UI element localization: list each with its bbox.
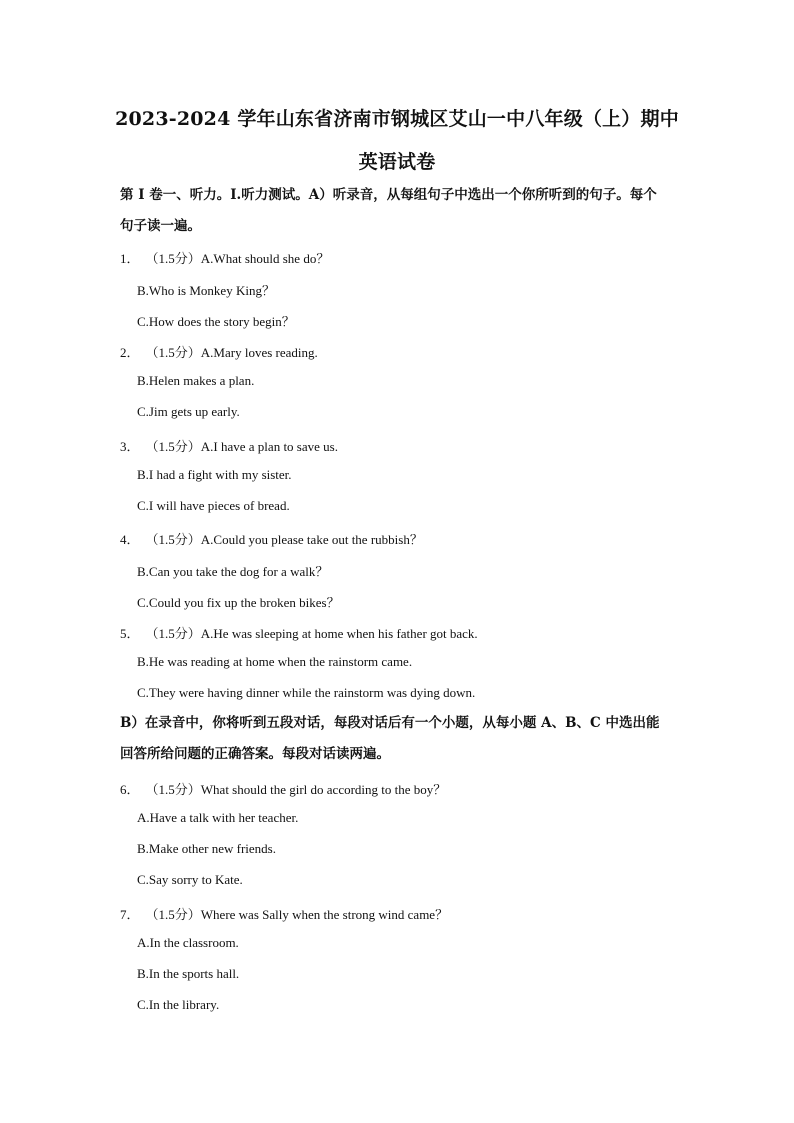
question-score: （1.5分） [145,251,201,266]
question-2-option-b: B.Helen makes a plan. [137,373,255,388]
question-4 [120,529,423,548]
question-number: 5． [120,626,140,641]
question-3-option-b: B.I had a fight with my sister. [137,467,292,482]
section-a-line-2: 句子读一遍。 [120,218,201,234]
question-score: （1.5分） [145,782,201,797]
question-1 [120,248,329,267]
question-5-option-c: C.They were having dinner while the rainstorm was dying down. [137,685,476,700]
section-b-instructions [120,708,680,770]
question-2-option-c: C.Jim gets up early. [137,404,240,419]
question-stem: A.He was sleeping at home when his father got back. [200,626,478,641]
question-stem: Where was Sally when the strong wind came？ [200,907,449,922]
question-1-option-b: B.Who is Monkey King？ [137,283,275,298]
section-a-line-1: 第 I 卷一、听力。I.听力测试。A）听录音，从每组句子中选出一个你所听到的句子。每个 [120,187,657,203]
question-6-option-a: A.Have a talk with her teacher. [137,810,299,825]
question-4-option-c: C.Could you fix up the broken bikes？ [137,595,340,610]
question-score: （1.5分） [145,626,201,641]
question-2 [120,342,318,361]
question-number: 1． [120,251,140,266]
question-number: 4． [120,532,140,547]
question-3 [120,436,338,455]
question-6-option-b: B.Make other new friends. [137,841,276,856]
question-number: 2． [120,345,140,360]
question-score: （1.5分） [145,532,201,547]
question-1-option-c: C.How does the story begin？ [137,314,295,329]
section-b-line-2: 回答所给问题的正确答案。每段对话读两遍。 [120,746,390,762]
question-number: 7． [120,907,140,922]
question-6-option-c: C.Say sorry to Kate. [137,872,243,887]
question-stem: A.Could you please take out the rubbish？ [200,532,423,547]
section-b-line-1: B）在录音中，你将听到五段对话，每段对话后有一个小题，从每小题 A、B、C 中选出能 [120,715,660,731]
question-4-option-b: B.Can you take the dog for a walk？ [137,564,329,579]
question-stem: A.What should she do？ [200,251,330,266]
question-7-option-a: A.In the classroom. [137,935,239,950]
question-stem: A.Mary loves reading. [200,345,318,360]
question-7 [120,904,448,923]
question-stem: What should the girl do according to the boy？ [200,782,447,797]
exam-title-line-1: 2023-2024 学年山东省济南市钢城区艾山一中八年级（上）期中 [115,108,679,130]
question-score: （1.5分） [145,907,201,922]
question-number: 3． [120,439,140,454]
question-5 [120,623,478,642]
question-score: （1.5分） [145,345,201,360]
question-5-option-b: B.He was reading at home when the rainstorm came. [137,654,413,669]
exam-title-line-2: 英语试卷 [358,151,436,173]
section-a-instructions [120,180,680,242]
question-number: 6． [120,782,140,797]
question-7-option-b: B.In the sports hall. [137,966,240,981]
question-6 [120,779,446,798]
question-score: （1.5分） [145,439,201,454]
question-stem: A.I have a plan to save us. [200,439,338,454]
question-3-option-c: C.I will have pieces of bread. [137,498,290,513]
question-7-option-c: C.In the library. [137,997,220,1012]
